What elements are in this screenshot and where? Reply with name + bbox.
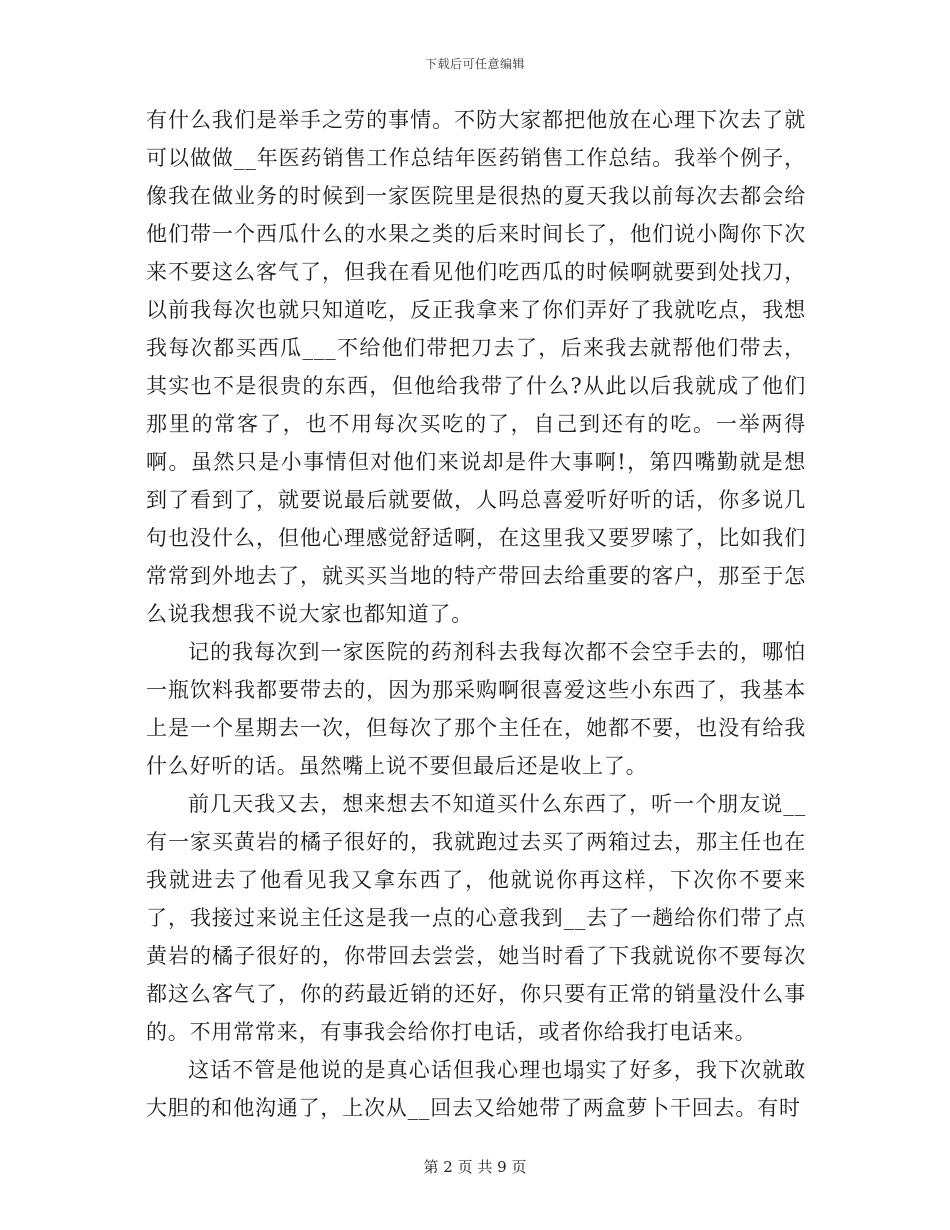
paragraph-3: 前几天我又去，想来想去不知道买什么东西了，听一个朋友说__有一家买黄岩的橘子很好的，我就跑过去买了两箱过去，那主任也在我就进去了他看见我又拿东西了，他就说你再这样，下次你不要来了，我接过来说主任这是我一点的心意我到__去了一趟给你们带了点黄岩的橘子很好的，你带回去尝尝，她当时看了下我就说你不要每次都这么客气了，你的药最近销的还好，你只要有正常的销量没什么事的。不用常常来，有事我会给你打电话，或者你给我打电话来。 xyxy=(146,792,806,1044)
document-body xyxy=(146,101,806,1127)
paragraph-4: 这话不管是他说的是真心话但我心理也塌实了好多，我下次就敢大胆的和他沟通了，上次从__回去又给她带了两盒萝卜干回去。有时 xyxy=(146,1058,806,1120)
page-number-footer: 第 2 页 共 9 页 xyxy=(423,1158,527,1176)
page-header: 下载后可任意编辑 xyxy=(424,57,525,71)
paragraph-1: 有什么我们是举手之劳的事情。不防大家都把他放在心理下次去了就可以做做__年医药销售工作总结年医药销售工作总结。我举个例子，像我在做业务的时候到一家医院里是很热的夏天我以前每次去都会给他们带一个西瓜什么的水果之类的后来时间长了，他们说小陶你下次来不要这么客气了，但我在看见他们吃西瓜的时候啊就要到处找刀，以前我每次也就只知道吃，反正我拿来了你们弄好了我就吃点，我想我每次都买西瓜___不给他们带把刀去了，后来我去就帮他们带去，其实也不是很贵的东西，但他给我带了什么?从此以后我就成了他们那里的常客了，也不用每次买吃的了，自己到还有的吃。一举两得啊。虽然只是小事情但对他们来说却是件大事啊!，第四嘴勤就是想到了看到了，就要说最后就要做，人吗总喜爱听好听的话，你多说几句也没什么，但他心理感觉舒适啊，在这里我又要罗嗦了，比如我们常常到外地去了，就买买当地的特产带回去给重要的客户，那至于怎么说我想我不说大家也都知道了。 xyxy=(146,108,806,626)
paragraph-2: 记的我每次到一家医院的药剂科去我每次都不会空手去的，哪怕一瓶饮料我都要带去的，因为那采购啊很喜爱这些小东西了，我基本上是一个星期去一次，但每次了那个主任在，她都不要，也没有给我什么好听的话。虽然嘴上说不要但最后还是收上了。 xyxy=(146,640,806,778)
